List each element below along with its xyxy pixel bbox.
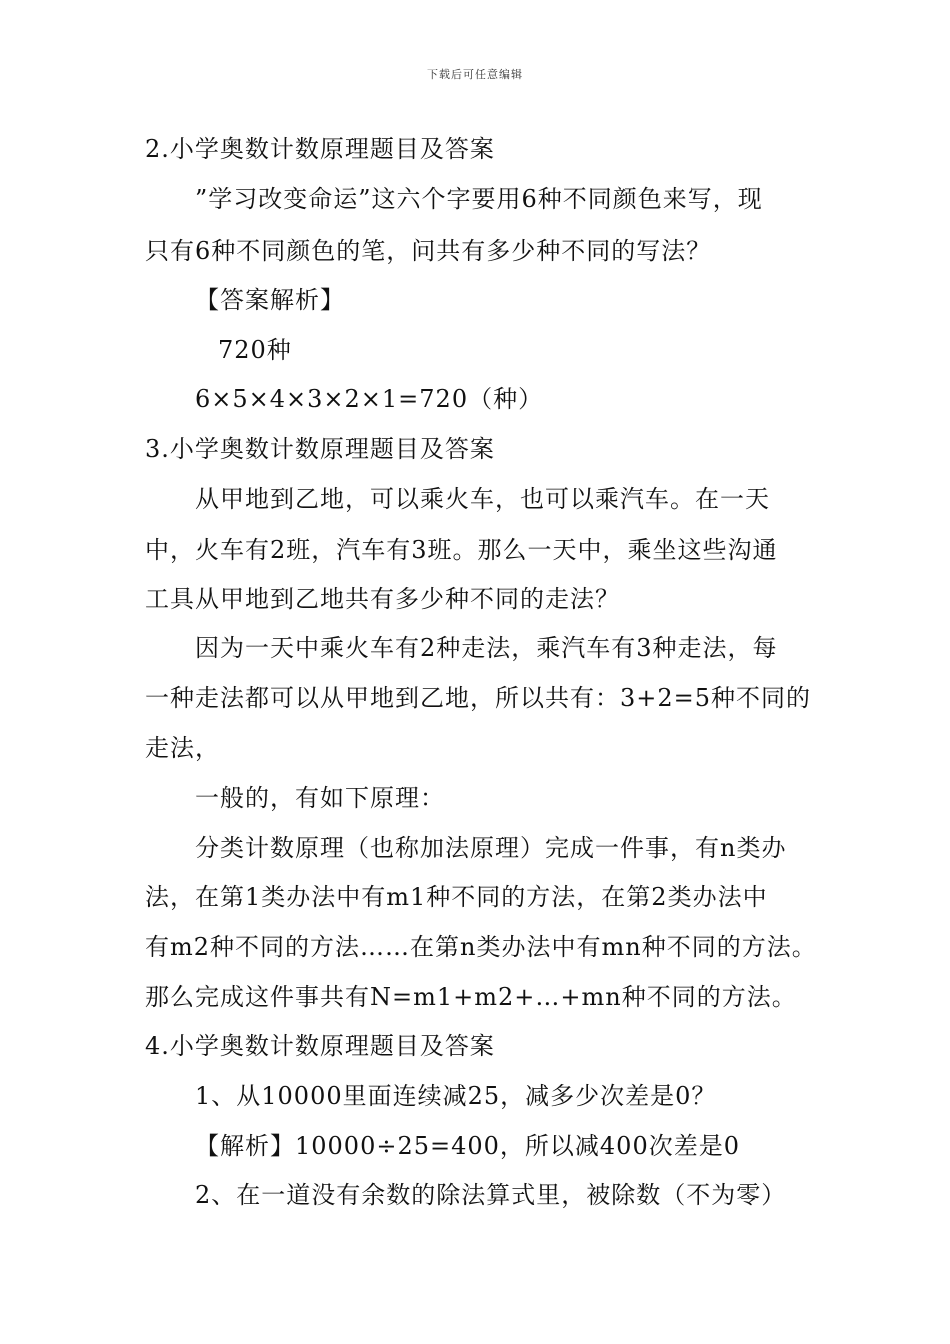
- problem-text-line: 从甲地到乙地，可以乘火车，也可以乘汽车。在一天: [195, 485, 770, 513]
- section-heading-4: 4.小学奥数计数原理题目及答案: [145, 1032, 495, 1060]
- section-heading-2: 2.小学奥数计数原理题目及答案: [145, 135, 495, 163]
- solution-text-line: 【解析】10000÷25=400，所以减400次差是0: [195, 1132, 740, 1160]
- answer-value: 720种: [218, 336, 292, 364]
- problem-text-line: ”学习改变命运”这六个字要用6种不同颜色来写，现: [195, 185, 763, 213]
- problem-text-line: 2、在一道没有余数的除法算式里，被除数（不为零）: [195, 1181, 787, 1209]
- principle-text-line: 分类计数原理（也称加法原理）完成一件事，有n类办: [195, 834, 787, 862]
- section-heading-3: 3.小学奥数计数原理题目及答案: [145, 435, 495, 463]
- explanation-text-line: 一般的，有如下原理：: [195, 784, 445, 812]
- page-header: 下载后可任意编辑: [427, 68, 523, 81]
- problem-text-line: 1、从10000里面连续减25，减多少次差是0？: [195, 1082, 717, 1110]
- principle-text-line: 那么完成这件事共有N=m1+m2+…+mn种不同的方法。: [145, 983, 797, 1011]
- principle-text-line: 有m2种不同的方法……在第n类办法中有mn种不同的方法。: [145, 933, 817, 961]
- explanation-text-line: 走法，: [145, 734, 220, 762]
- answer-calculation: 6×5×4×3×2×1=720（种）: [195, 385, 544, 413]
- explanation-text-line: 一种走法都可以从甲地到乙地，所以共有：3+2=5种不同的: [145, 684, 812, 712]
- problem-text-line: 只有6种不同颜色的笔，问共有多少种不同的写法？: [145, 237, 712, 265]
- answer-heading: 【答案解析】: [195, 286, 345, 314]
- explanation-text-line: 因为一天中乘火车有2种走法，乘汽车有3种走法，每: [195, 634, 778, 662]
- principle-text-line: 法，在第1类办法中有m1种不同的方法，在第2类办法中: [145, 883, 768, 911]
- problem-text-line: 中，火车有2班，汽车有3班。那么一天中，乘坐这些沟通: [145, 536, 778, 564]
- problem-text-line: 工具从甲地到乙地共有多少种不同的走法？: [145, 585, 620, 613]
